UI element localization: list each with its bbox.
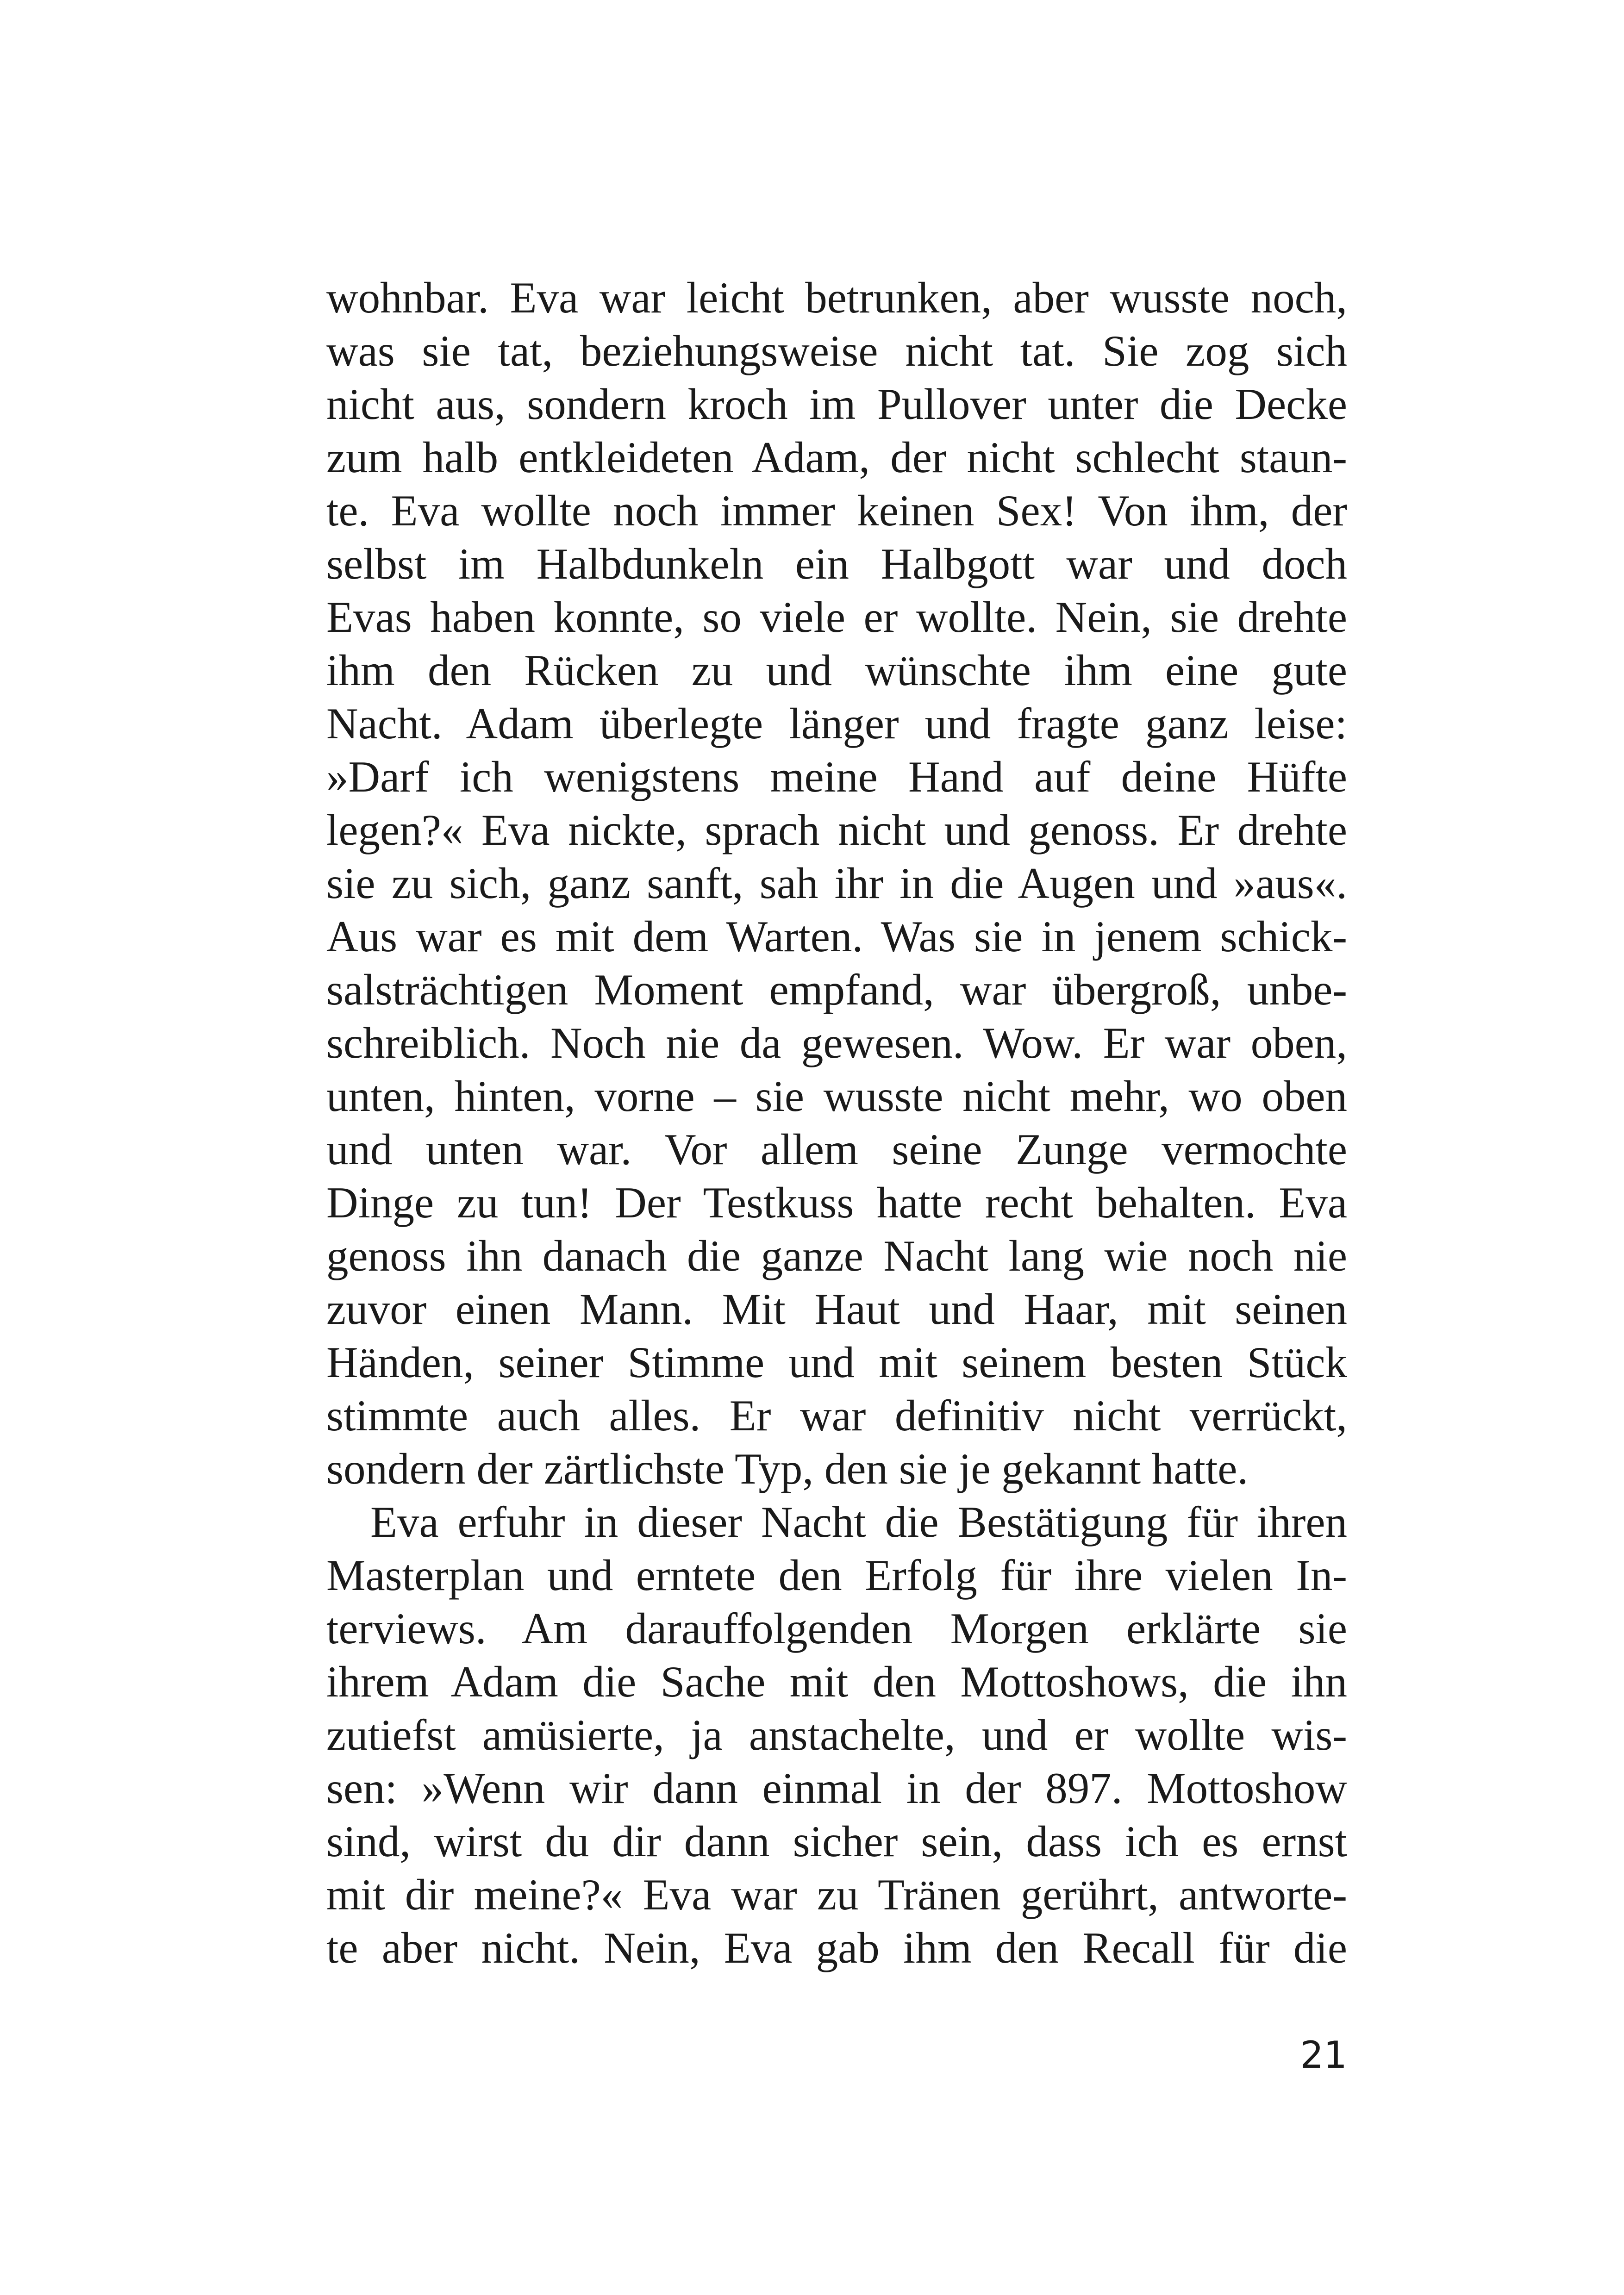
text-line: nicht aus, sondern kroch im Pullover unter die Decke	[326, 380, 1347, 429]
text-line: zum halb entkleideten Adam, der nicht schlecht staun-	[326, 433, 1347, 482]
text-line: was sie tat, beziehungsweise nicht tat. Sie zog sich	[326, 326, 1347, 375]
text-line: terviews. Am darauffolgenden Morgen erklärte sie	[326, 1604, 1347, 1653]
text-line: Dinge zu tun! Der Testkuss hatte recht behalten. Eva	[326, 1178, 1347, 1227]
text-line: sen: »Wenn wir dann einmal in der 897. Mottoshow	[326, 1764, 1347, 1813]
text-line: ihrem Adam die Sache mit den Mottoshows, die ihn	[326, 1657, 1347, 1706]
text-line: Masterplan und erntete den Erfolg für ihre vielen In-	[326, 1551, 1347, 1600]
text-line: schreiblich. Noch nie da gewesen. Wow. Er war oben,	[326, 1018, 1347, 1067]
text-line: sie zu sich, ganz sanft, sah ihr in die Augen und »aus«.	[326, 859, 1347, 908]
text-line: zuvor einen Mann. Mit Haut und Haar, mit seinen	[326, 1285, 1347, 1334]
text-line: salsträchtigen Moment empfand, war übergroß, unbe-	[326, 965, 1347, 1014]
text-line: te. Eva wollte noch immer keinen Sex! Von ihm, der	[326, 486, 1347, 535]
text-line: legen?« Eva nickte, sprach nicht und genoss. Er drehte	[326, 805, 1347, 854]
text-line: zutiefst amüsierte, ja anstachelte, und er wollte wis-	[326, 1710, 1347, 1759]
body-text	[326, 271, 1347, 1975]
text-line: »Darf ich wenigstens meine Hand auf deine Hüfte	[326, 752, 1347, 801]
text-line: und unten war. Vor allem seine Zunge vermochte	[326, 1125, 1347, 1174]
text-line: selbst im Halbdunkeln ein Halbgott war und doch	[326, 539, 1347, 588]
text-line: genoss ihn danach die ganze Nacht lang wie noch nie	[326, 1231, 1347, 1280]
text-line: Aus war es mit dem Warten. Was sie in jenem schick-	[326, 912, 1347, 961]
text-line: stimmte auch alles. Er war definitiv nicht verrückt,	[326, 1391, 1347, 1440]
text-line: Nacht. Adam überlegte länger und fragte ganz leise:	[326, 699, 1347, 748]
text-line: wohnbar. Eva war leicht betrunken, aber wusste noch,	[326, 273, 1347, 322]
page-number: 21	[1300, 2033, 1347, 2077]
text-line: te aber nicht. Nein, Eva gab ihm den Recall für die	[326, 1923, 1347, 1972]
text-line: Händen, seiner Stimme und mit seinem besten Stück	[326, 1338, 1347, 1387]
text-line: Eva erfuhr in dieser Nacht die Bestätigung für ihren	[370, 1497, 1347, 1547]
text-line: mit dir meine?« Eva war zu Tränen gerührt, antworte-	[326, 1870, 1347, 1919]
text-line: Evas haben konnte, so viele er wollte. Nein, sie drehte	[326, 592, 1347, 642]
text-line: unten, hinten, vorne – sie wusste nicht mehr, wo oben	[326, 1072, 1347, 1121]
text-line: sind, wirst du dir dann sicher sein, dass ich es ernst	[326, 1817, 1347, 1866]
text-line: sondern der zärtlichste Typ, den sie je gekannt hatte.	[326, 1444, 1249, 1493]
text-line: ihm den Rücken zu und wünschte ihm eine gute	[326, 646, 1347, 695]
